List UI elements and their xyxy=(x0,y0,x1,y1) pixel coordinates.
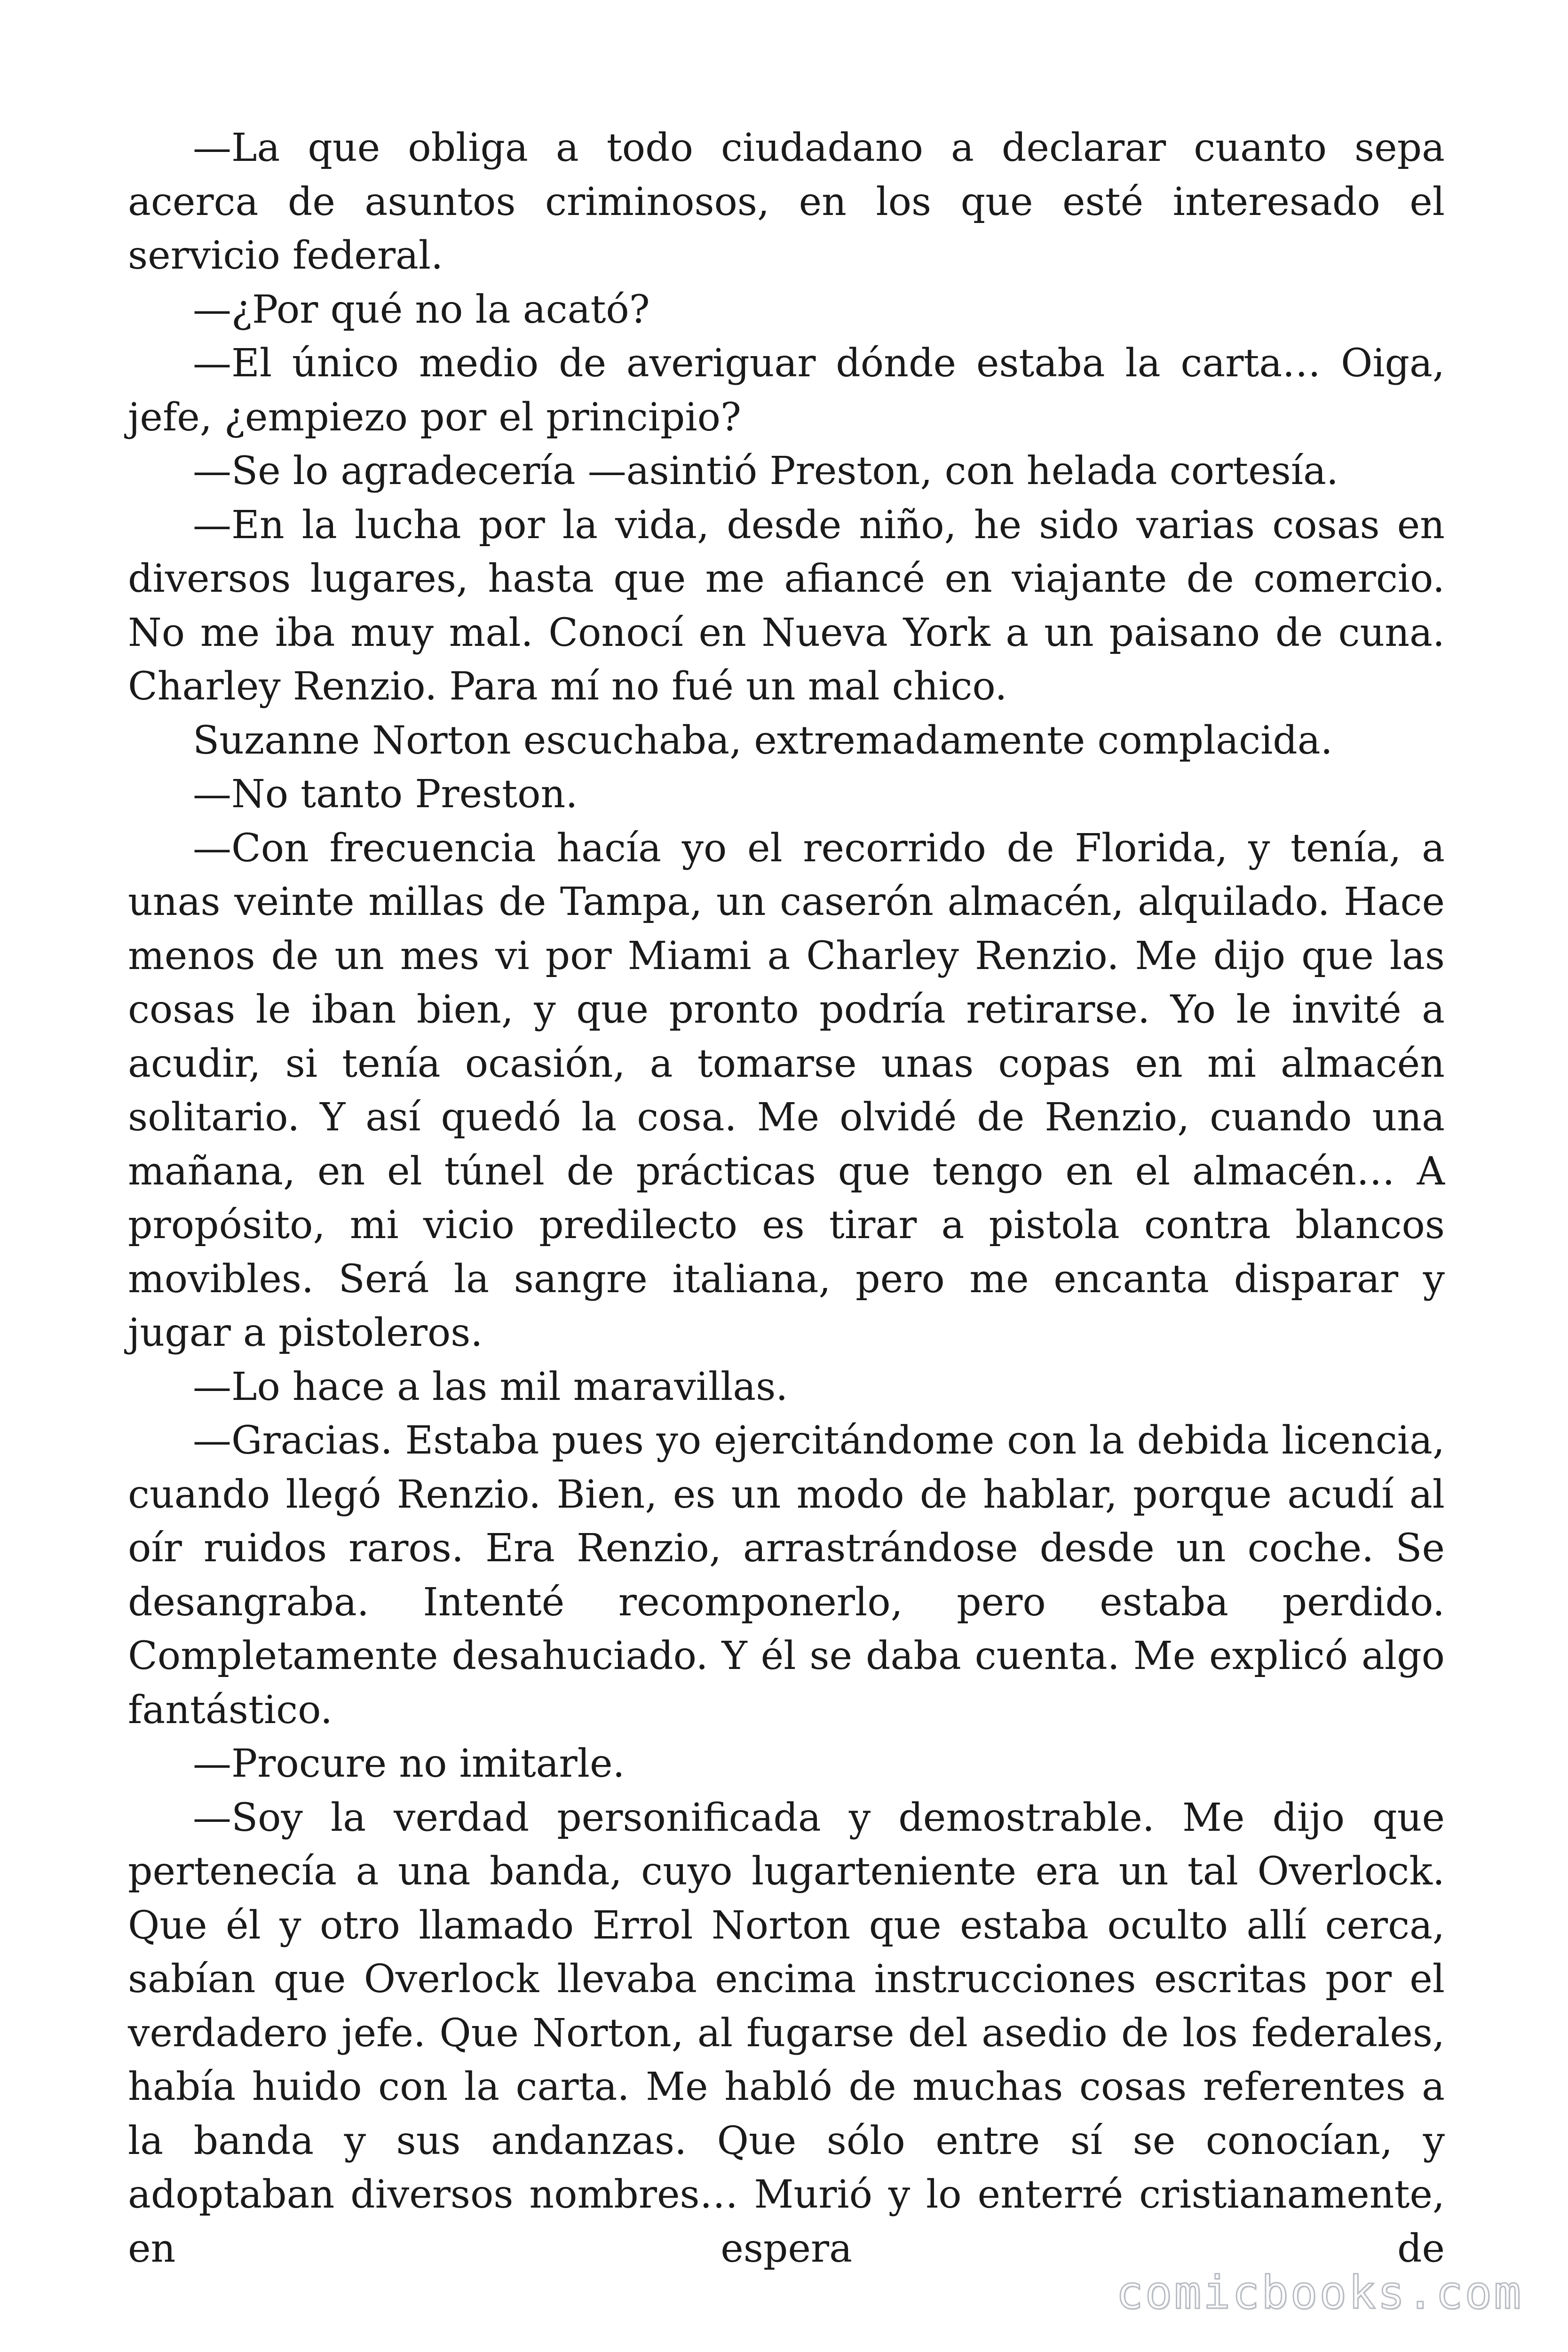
paragraph-continued: —Soy la verdad personificada y demostrable. Me dijo que pertenecía a una banda, cuyo lugarteniente era un tal Overlock. Que él y otro llamado Errol Norton que estaba oculto allí cerca, sabían que Overlock llevaba encima instrucciones escritas por el verdadero jefe. Que Norton, al fugarse del asedio de los federales, había huido con la carta. Me habló de muchas cosas referentes a la banda y sus andanzas. Que sólo entre sí se conocían, y adoptaban diversos nombres… Murió y lo enterré cristianamente, en espera de xyxy=(128,1795,1445,2271)
paragraph: —El único medio de averiguar dónde estaba la carta… Oiga, jefe, ¿empiezo por el principio? xyxy=(128,341,1445,440)
paragraph: —Con frecuencia hacía yo el recorrido de Florida, y tenía, a unas veinte millas de Tampa, un caserón almacén, alquilado. Hace menos de un mes vi por Miami a Charley Renzio. Me dijo que las cosas le iban bien, y que pronto podría retirarse. Yo le invité a acudir, si tenía ocasión, a tomarse unas copas en mi almacén solitario. Y así quedó la cosa. Me olvidé de Renzio, cuando una mañana, en el túnel de prácticas que tengo en el almacén… A propósito, mi vicio predilecto es tirar a pistola contra blancos movibles. Será la sangre italiana, pero me encanta disparar y jugar a pistoleros. xyxy=(128,826,1445,1355)
paragraph: —Se lo agradecería —asintió Preston, con helada cortesía. xyxy=(193,449,1338,493)
paragraph: —Lo hace a las mil maravillas. xyxy=(193,1364,788,1409)
paragraph: Suzanne Norton escuchaba, extremadamente complacida. xyxy=(193,718,1333,763)
paragraph: —Gracias. Estaba pues yo ejercitándome con la debida licencia, cuando llegó Renzio. Bien, es un modo de hablar, porque acudí al oír ruidos raros. Era Renzio, arrastrándose desde un coche. Se desangraba. Intenté recomponerlo, pero estaba perdido. Completamente desahuciado. Y él se daba cuenta. Me explicó algo fantástico. xyxy=(128,1418,1445,1732)
paragraph: —¿Por qué no la acató? xyxy=(193,287,650,332)
paragraph: —La que obliga a todo ciudadano a declarar cuanto sepa acerca de asuntos criminosos, en los que esté interesado el servicio federal. xyxy=(128,126,1445,278)
paragraph: —No tanto Preston. xyxy=(193,772,578,817)
paragraph: —Procure no imitarle. xyxy=(193,1741,625,1786)
paragraph: —En la lucha por la vida, desde niño, he sido varias cosas en diversos lugares, hasta que me afiancé en viajante de comercio. No me iba muy mal. Conocí en Nueva York a un paisano de cuna. Charley Renzio. Para mí no fué un mal chico. xyxy=(128,502,1445,709)
body-text xyxy=(128,121,1445,2276)
watermark: comicbooks.com xyxy=(1116,2266,1523,2319)
